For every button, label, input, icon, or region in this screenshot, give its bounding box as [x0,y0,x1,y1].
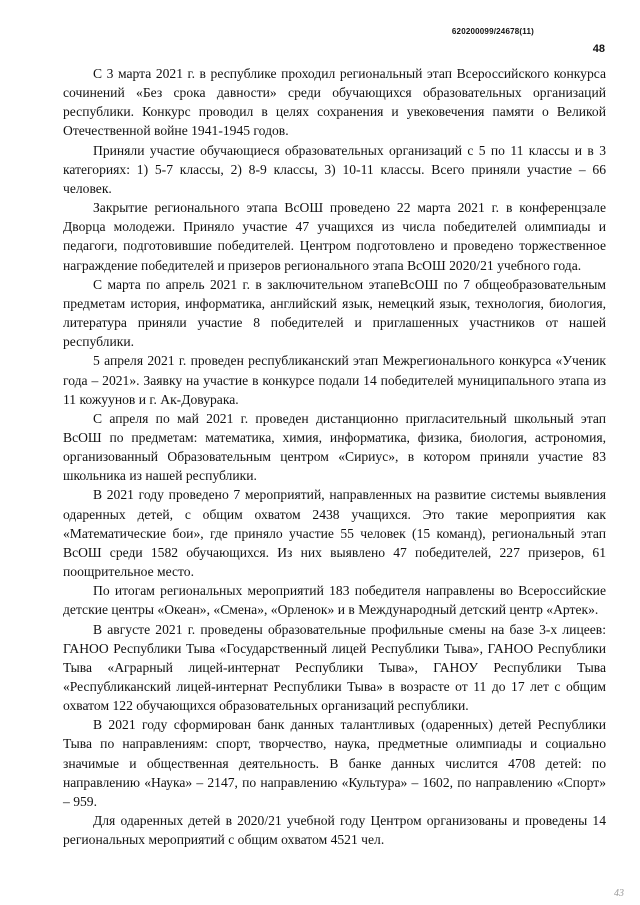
paragraph-essay-contest: С 3 марта 2021 г. в республике проходил региональный этап Всероссийского конкурса сочинений «Без срока давности» среди обучающихся образовательных организаций республики. Конкурс проводил в целях сохранения и увековечения памяти о Великой Отечественной войне 1941-1945 годов. [63,66,606,139]
paragraph-talent-database: В 2021 году сформирован банк данных талантливых (одаренных) детей Республики Тыва по направлениям: спорт, творчество, наука, предметные олимпиады и социально значимые и общественная деятельность. В банке данных числится 4708 детей: по направлению «Наука» – 2147, по направлению «Культура» – 1602, по направлению «Спорт» – 959. [63,717,606,809]
document-id: 620200099/24678(11) [451,27,534,36]
paragraph-final-stage: С марта по апрель 2021 г. в заключительном этапеВсОШ по 7 общеобразовательным предметам история, информатика, английский язык, немецкий язык, технология, биология, литература приняли участие 8 победителей и приглашенных участников от нашей республики. [63,276,606,350]
paragraph-participants: Приняли участие обучающиеся образовательных организаций с 5 по 11 классы и в 3 категориях: 1) 5-7 классы, 2) 8-9 классы, 3) 10-11 классы. Всего приняли участие – 66 человек. [63,142,606,196]
document-body [63,64,606,849]
corner-mark: 43 [614,888,624,899]
paragraph-student-of-year: 5 апреля 2021 г. проведен республиканский этап Межрегионального конкурса «Ученик года – 2021». Заявку на участие в конкурсе подали 14 победителей муниципального этапа из 11 кожуунов и г. Ак-Довурака. [63,353,606,407]
page-number: 48 [592,43,605,55]
paragraph-regional-events: Для одаренных детей в 2020/21 учебной году Центром организованы и проведены 14 региональных мероприятий с общим охватом 4521 чел. [63,813,606,848]
paragraph-sirius-stage: С апреля по май 2021 г. проведен дистанционно пригласительный школьный этап ВсОШ по предметам: математика, химия, информатика, физика, биология, астрономия, организованный Образовательным центром «Сириус», в котором приняли участие 83 школьника из нашей республики. [63,410,606,484]
paragraph-olympiad-closing: Закрытие регионального этапа ВсОШ проведено 22 марта 2021 г. в конференцзале Дворца молодежи. Приняло участие 47 учащихся из числа победителей олимпиады и педагоги, подготовившие победителей. Центром подготовлено и проведено торжественное награждение победителей и призеров регионального этапа ВсОШ 2020/21 учебного года. [63,200,606,273]
paragraph-children-centers: По итогам региональных мероприятий 183 победителя направлены во Всероссийские детские центры «Океан», «Смена», «Орленок» и в Международный детский центр «Артек». [63,583,606,618]
paragraph-profile-shifts: В августе 2021 г. проведены образовательные профильные смены на базе 3-х лицеев: ГАНОО Республики Тыва «Государственный лицей Республики Тыва», ГАНОО Республики Тыва «Аграрный лицей-интернат Республики Тыва», ГАНОУ Республики Тыва «Республиканский лицей-интернат Республики Тыва» в возрасте от 11 до 17 лет с общим охватом 122 обучающихся образовательных организаций республики. [63,621,606,714]
paragraph-events-summary: В 2021 году проведено 7 мероприятий, направленных на развитие системы выявления одаренных детей, с общим охватом 2438 учащихся. Это такие мероприятия как «Математические бои», где приняло участие 55 человек (15 команд), региональный этап ВсОШ среди 1582 обучающихся. Из них выявлено 47 победителей, 227 призеров, 61 поощрительное место. [63,487,606,580]
